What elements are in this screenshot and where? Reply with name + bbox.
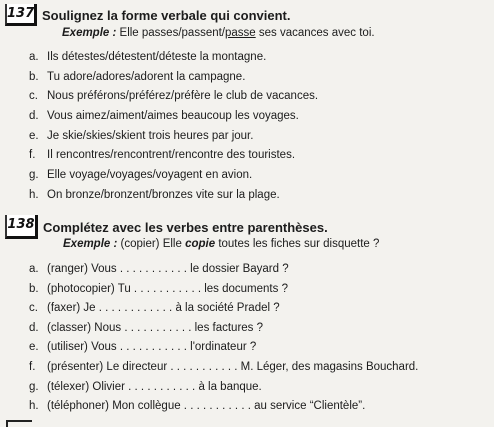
item-letter: g.	[29, 169, 39, 182]
example-text-before: (copier) Elle	[117, 238, 186, 250]
example-label: Exemple :	[63, 238, 118, 250]
item-letter: g.	[29, 380, 39, 393]
example-text-after: ses vacances avec toi.	[255, 27, 375, 39]
example-line	[62, 27, 375, 39]
example-text-after: toutes les fiches sur disquette ?	[215, 238, 380, 250]
item-letter: a.	[29, 263, 39, 275]
exercise-title: Complétez avec les verbes entre parenthèses.	[43, 220, 328, 235]
item-text: Ils détestes/détestent/déteste la montagne.	[47, 51, 267, 63]
next-exercise-badge-edge	[6, 420, 32, 427]
item-text: (présenter) Le directeur . . . . . . . . . . . M. Léger, des magasins Bouchard.	[47, 360, 419, 373]
exercise-title: Soulignez la forme verbale qui convient.	[42, 8, 291, 23]
exercise-number-badge: 137	[5, 4, 37, 26]
item-text: Je skie/skies/skient trois heures par jour.	[47, 129, 254, 142]
exercise-number-badge: 138	[5, 215, 38, 239]
item-letter: f.	[29, 360, 36, 373]
item-text: (classer) Nous . . . . . . . . . . . les factures ?	[47, 321, 264, 334]
item-letter: b.	[29, 282, 39, 295]
item-letter: a.	[29, 51, 39, 63]
item-text: Tu adore/adores/adorent la campagne.	[47, 70, 246, 83]
example-bold-answer: copie	[185, 238, 216, 250]
item-letter: h.	[29, 188, 39, 201]
item-text: (télexer) Olivier . . . . . . . . . . . à la banque.	[47, 380, 262, 393]
item-text: Vous aimez/aiment/aimes beaucoup les voyages.	[47, 110, 299, 123]
item-letter: h.	[29, 400, 39, 413]
item-text: (téléphoner) Mon collègue . . . . . . . . . . . au service “Clientèle”.	[47, 400, 366, 413]
example-label: Exemple :	[62, 27, 117, 39]
item-text: (faxer) Je . . . . . . . . . . . . à la société Pradel ?	[47, 302, 280, 315]
item-letter: d.	[29, 321, 39, 334]
item-text: On bronze/bronzent/bronzes vite sur la plage.	[47, 188, 280, 201]
item-text: Elle voyage/voyages/voyagent en avion.	[47, 169, 253, 182]
item-text: (ranger) Vous . . . . . . . . . . . le dossier Bayard ?	[47, 263, 289, 275]
example-underlined-answer: passe	[225, 27, 256, 39]
item-letter: d.	[29, 110, 39, 123]
item-letter: e.	[29, 129, 39, 142]
example-line	[63, 238, 379, 250]
item-text: Nous préférons/préférez/préfère le club de vacances.	[47, 90, 319, 103]
item-letter: b.	[29, 70, 39, 83]
item-letter: e.	[29, 341, 39, 354]
item-text: (utiliser) Vous . . . . . . . . . . . l'ordinateur ?	[47, 341, 257, 354]
item-text: Il rencontres/rencontrent/rencontre des touristes.	[47, 149, 296, 162]
item-letter: f.	[29, 149, 36, 162]
item-text: (photocopier) Tu . . . . . . . . . . . les documents ?	[47, 282, 288, 295]
item-letter: c.	[29, 90, 38, 103]
item-letter: c.	[29, 302, 38, 315]
example-text-before: Elle passes/passent/	[116, 27, 225, 39]
